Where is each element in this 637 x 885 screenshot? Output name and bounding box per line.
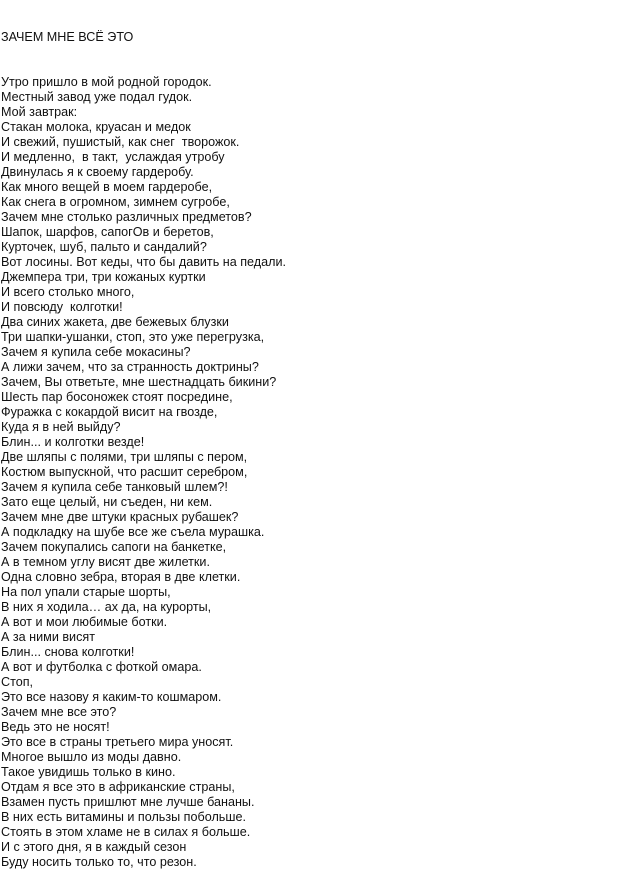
poem-line: И медленно, в такт, услаждая утробу <box>1 150 225 164</box>
poem-line: На пол упали старые шорты, <box>1 585 171 599</box>
poem-line: Как много вещей в моем гардеробе, <box>1 180 213 194</box>
poem-line: Мой завтрак: <box>1 105 78 119</box>
poem-title: ЗАЧЕМ МНЕ ВСЁ ЭТО <box>1 30 134 44</box>
poem-line: Стоять в этом хламе не в силах я больше. <box>1 825 251 839</box>
poem-line: И повсюду колготки! <box>1 300 123 314</box>
poem-line: И свежий, пушистый, как снег творожок. <box>1 135 240 149</box>
poem-line: Блин... и колготки везде! <box>1 435 145 449</box>
poem-line: И всего столько много, <box>1 285 135 299</box>
poem-line: Зачем покупались сапоги на банкетке, <box>1 540 227 554</box>
poem-lines <box>1 75 635 870</box>
poem-line: Это все в страны третьего мира уносят. <box>1 735 234 749</box>
poem-line: Это все назову я каким-то кошмаром. <box>1 690 222 704</box>
poem-line: Три шапки-ушанки, стоп, это уже перегрузка, <box>1 330 265 344</box>
poem-line: В них есть витамины и пользы побольше. <box>1 810 246 824</box>
poem-line: В них я ходила… ах да, на курорты, <box>1 600 212 614</box>
poem-line: Зачем я купила себе мокасины? <box>1 345 191 359</box>
poem-line: Зато еще целый, ни съеден, ни кем. <box>1 495 213 509</box>
poem-line: Стоп, <box>1 675 34 689</box>
poem-line: Два синих жакета, две бежевых блузки <box>1 315 229 329</box>
poem-line: А подкладку на шубе все же съела мурашка. <box>1 525 265 539</box>
poem-line: А лижи зачем, что за странность доктрины? <box>1 360 259 374</box>
poem-line: Блин... снова колготки! <box>1 645 135 659</box>
poem-line: И с этого дня, я в каждый сезон <box>1 840 187 854</box>
poem-line: Зачем мне столько различных предметов? <box>1 210 252 224</box>
poem-line: Зачем я купила себе танковый шлем?! <box>1 480 228 494</box>
poem-line: Утро пришло в мой родной городок. <box>1 75 212 89</box>
poem-line: Двинулась я к своему гардеробу. <box>1 165 194 179</box>
poem-line: Местный завод уже подал гудок. <box>1 90 193 104</box>
poem-line: Вот лосины. Вот кеды, что бы давить на педали. <box>1 255 286 269</box>
poem-line: Костюм выпускной, что расшит серебром, <box>1 465 248 479</box>
poem-line: Одна словно зебра, вторая в две клетки. <box>1 570 241 584</box>
poem-line: Шапок, шарфов, сапогОв и беретов, <box>1 225 214 239</box>
poem-line: Джемпера три, три кожаных куртки <box>1 270 206 284</box>
poem-line: Зачем мне все это? <box>1 705 117 719</box>
poem-line: Взамен пусть пришлют мне лучше бананы. <box>1 795 255 809</box>
poem-line: А в темном углу висят две жилетки. <box>1 555 210 569</box>
poem-line: А вот и футболка с фоткой омара. <box>1 660 202 674</box>
poem-line: Шесть пар босоножек стоят посредине, <box>1 390 233 404</box>
poem-line: Две шляпы с полями, три шляпы с пером, <box>1 450 248 464</box>
poem-line: Многое вышло из моды давно. <box>1 750 182 764</box>
poem-text <box>1 0 635 885</box>
poem-line: Буду носить только то, что резон. <box>1 855 197 869</box>
poem-line: Курточек, шуб, пальто и сандалий? <box>1 240 207 254</box>
poem-line: Зачем, Вы ответьте, мне шестнадцать бикини? <box>1 375 277 389</box>
poem-line: Отдам я все это в африканские страны, <box>1 780 235 794</box>
poem-line: Как снега в огромном, зимнем сугробе, <box>1 195 230 209</box>
poem-line: А вот и мои любимые ботки. <box>1 615 168 629</box>
poem-line: А за ними висят <box>1 630 95 644</box>
poem-line: Фуражка с кокардой висит на гвозде, <box>1 405 218 419</box>
poem-line: Такое увидишь только в кино. <box>1 765 176 779</box>
poem-line: Зачем мне две штуки красных рубашек? <box>1 510 239 524</box>
poem-line: Стакан молока, круасан и медок <box>1 120 191 134</box>
poem-line: Куда я в ней выйду? <box>1 420 121 434</box>
poem-line: Ведь это не носят! <box>1 720 110 734</box>
